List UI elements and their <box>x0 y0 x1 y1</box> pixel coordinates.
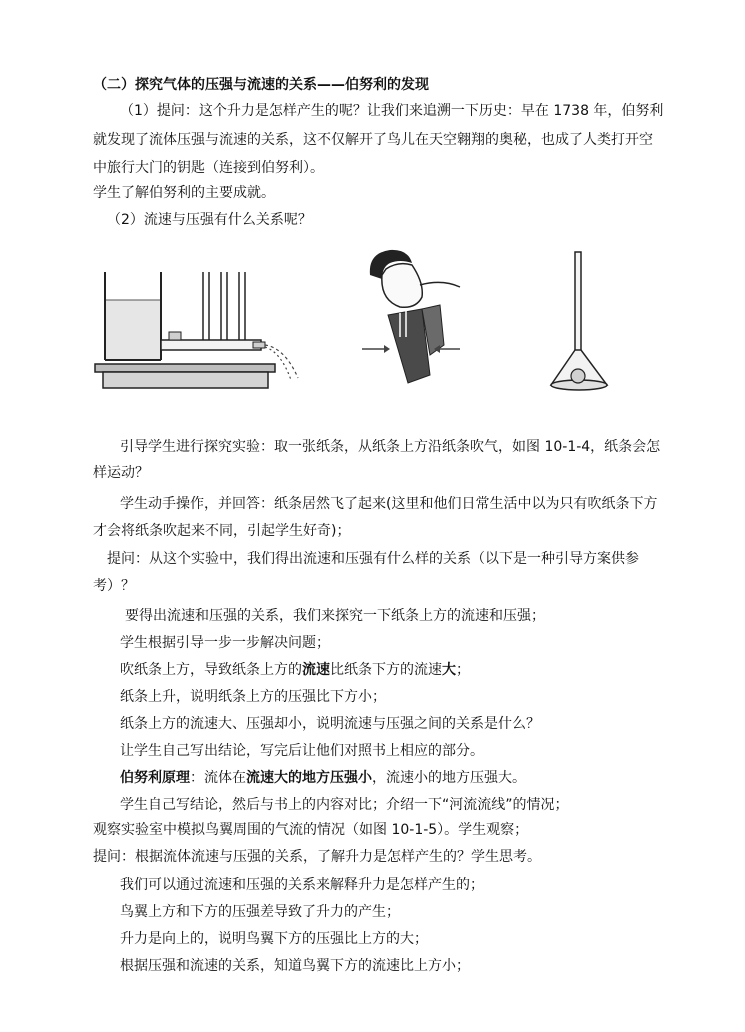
blow-text-b: 流速 <box>302 662 330 678</box>
para1-line1: （1）提问：这个升力是怎样产生的呢？让我们来追溯一下历史：早在 1738 年，伯努利 <box>120 103 664 119</box>
principle-title: 伯努利原理 <box>120 770 190 786</box>
relation-line: 纸条上方的流速大、压强却小，说明流速与压强之间的关系是什么？ <box>120 716 540 732</box>
principle-line <box>120 768 526 788</box>
guide-line2: 样运动？ <box>93 465 149 481</box>
principle-text-d: ，流速小的地方压强大。 <box>372 770 526 786</box>
conclude-line: 让学生自己写出结论，写完后让他们对照书上相应的部分。 <box>120 743 484 759</box>
rise-line: 纸条上升，说明纸条上方的压强比下方小； <box>120 689 386 705</box>
blow-line <box>120 660 470 680</box>
ask-lift-line: 提问：根据流体流速与压强的关系，了解升力是怎样产生的？学生思考。 <box>93 849 541 865</box>
blow-text-c: 比纸条下方的流速 <box>330 662 442 678</box>
diff-line: 鸟翼上方和下方的压强差导致了升力的产生； <box>120 904 400 920</box>
ask-line1: 提问：从这个实验中，我们得出流速和压强有什么样的关系（以下是一种引导方案供参 <box>107 551 639 567</box>
observe-line: 观察实验室中模拟鸟翼周围的气流的情况（如图 10-1-5）。学生观察； <box>93 822 529 838</box>
section-title: （二）探究气体的压强与流速的关系——伯努利的发现 <box>93 77 429 93</box>
blow-text-e: ； <box>456 662 470 678</box>
explain-line: 我们可以通过流速和压强的关系来解释升力是怎样产生的； <box>120 877 484 893</box>
compare-line: 学生自己写结论，然后与书上的内容对比；介绍一下“河流流线”的情况； <box>120 797 569 813</box>
explore-line: 要得出流速和压强的关系，我们来探究一下纸条上方的流速和压强； <box>125 608 545 624</box>
para1-line3: 中旅行大门的钥匙（连接到伯努利）。 <box>93 160 324 176</box>
operate-line1: 学生动手操作，并回答：纸条居然飞了起来(这里和他们日常生活中以为只有吹纸条下方 <box>120 496 658 512</box>
blowing-paper-figure <box>360 245 465 385</box>
step-line: 学生根据引导一步一步解决问题； <box>120 635 330 651</box>
final-line: 根据压强和流速的关系，知道鸟翼下方的流速比上方小； <box>120 958 470 974</box>
principle-text-b: ：流体在 <box>190 770 246 786</box>
up-line: 升力是向上的，说明鸟翼下方的压强比上方的大； <box>120 931 428 947</box>
ask-line2: 考）？ <box>93 578 135 594</box>
funnel-ball-figure <box>545 250 615 395</box>
principle-text-c: 流速大的地方压强小 <box>246 770 372 786</box>
student-learn-line: 学生了解伯努利的主要成就。 <box>93 185 275 201</box>
blow-text-d: 大 <box>442 662 456 678</box>
operate-line2: 才会将纸条吹起来不同，引起学生好奇)； <box>93 523 351 539</box>
para1-line2: 就发现了流体压强与流速的关系，这不仅解开了鸟儿在天空翱翔的奥秘，也成了人类打开空 <box>93 132 653 148</box>
guide-line1: 引导学生进行探究实验：取一张纸条，从纸条上方沿纸条吹气，如图 10-1-4，纸条会怎 <box>120 439 661 455</box>
blow-text-a: 吹纸条上方，导致纸条上方的 <box>120 662 302 678</box>
question-2: （2）流速与压强有什么关系呢？ <box>107 212 312 228</box>
water-tank-figure <box>93 268 308 390</box>
